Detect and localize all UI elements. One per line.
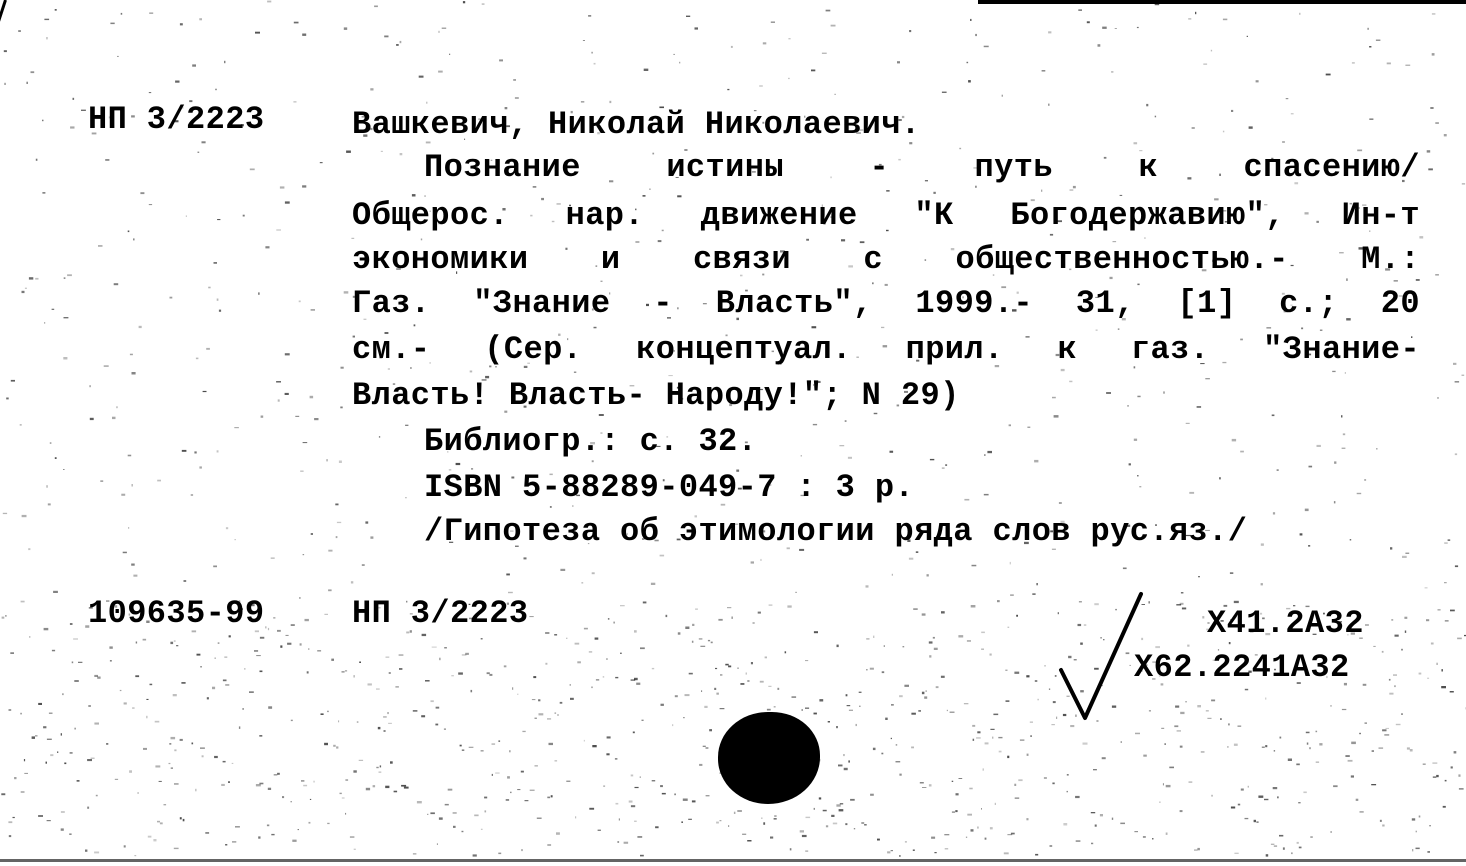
title-line-2: Общерос. нар. движение "К Богодержавию", Ин-т [352,197,1420,234]
classification-code-1: X41.2A32 [1207,605,1364,642]
annotation-note: /Гипотеза об этимологии ряда слов рус.яз./ [424,513,1248,550]
title-line-6: Власть! Власть- Народу!"; N 29) [352,377,960,414]
record-number: 109635-99 [88,595,265,632]
call-number: НП 3/2223 [88,101,265,138]
author-heading: Вашкевич, Николай Николаевич. [352,106,921,143]
title-line-5: см.- (Сер. концептуал. прил. к газ. "Знание- [352,331,1420,368]
bottom-edge-line [0,859,1466,862]
title-line-3: экономики и связи с общественностью.- М.: [352,241,1420,278]
classification-code-2: X62.2241A32 [1134,649,1350,686]
title-line-1: Познание истины - путь к спасению/ [424,149,1420,186]
bibliography-note: Библиогр.: с. 32. [424,423,758,460]
isbn-line: ISBN 5-88289-049-7 : 3 р. [424,469,915,506]
title-line-4: Газ. "Знание - Власть", 1999.- 31, [1] с.; 20 [352,285,1420,322]
punch-hole [718,712,820,804]
call-number-bottom: НП 3/2223 [352,595,529,632]
